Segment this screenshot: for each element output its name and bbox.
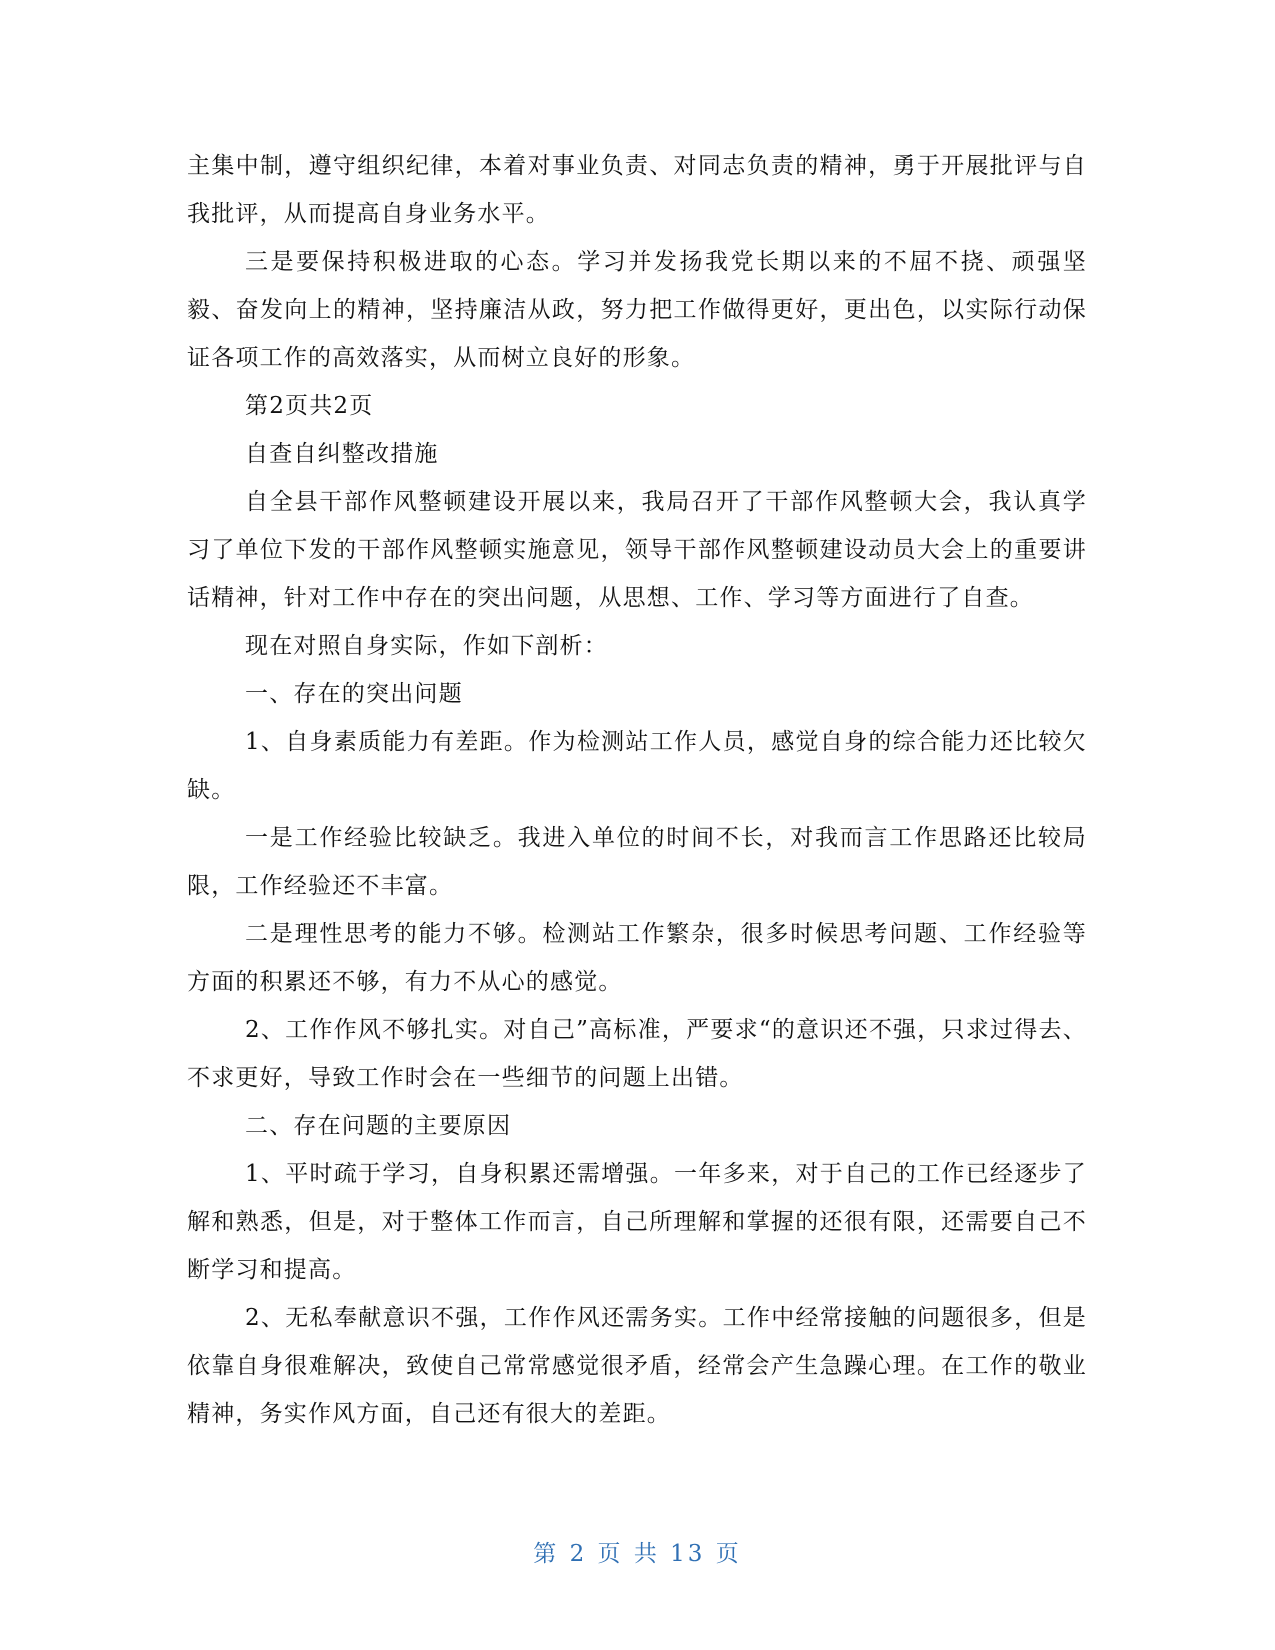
paragraph-problem-1b: 二是理性思考的能力不够。检测站工作繁杂，很多时候思考问题、工作经验等方面的积累还不够，有力不从心的感觉。	[187, 921, 1087, 995]
document-body	[187, 142, 1087, 1438]
paragraph-intro: 自全县干部作风整顿建设开展以来，我局召开了干部作风整顿大会，我认真学习了单位下发的干部作风整顿实施意见，领导干部作风整顿建设动员大会上的重要讲话精神，针对工作中存在的突出问题，从思想、工作、学习等方面进行了自查。	[187, 489, 1087, 611]
paragraph-problem-2: 2、工作作风不够扎实。对自己”高标准，严要求“的意识还不强，只求过得去、不求更好，导致工作时会在一些细节的问题上出错。	[187, 1017, 1087, 1091]
heading-problems: 一、存在的突出问题	[245, 681, 463, 707]
paragraph-problem-1: 1、自身素质能力有差距。作为检测站工作人员，感觉自身的综合能力还比较欠缺。	[187, 729, 1087, 803]
paragraph-analysis-lead: 现在对照自身实际，作如下剖析：	[245, 633, 608, 659]
paragraph-problem-1a: 一是工作经验比较缺乏。我进入单位的时间不长，对我而言工作思路还比较局限，工作经验还不丰富。	[187, 825, 1087, 899]
paragraph-continuation: 主集中制，遵守组织纪律，本着对事业负责、对同志负责的精神，勇于开展批评与自我批评，从而提高自身业务水平。	[187, 153, 1087, 227]
heading-causes: 二、存在问题的主要原因	[245, 1113, 512, 1139]
paragraph-cause-1: 1、平时疏于学习，自身积累还需增强。一年多来，对于自己的工作已经逐步了解和熟悉，但是，对于整体工作而言，自己所理解和掌握的还很有限，还需要自己不断学习和提高。	[187, 1161, 1087, 1283]
paragraph-cause-2: 2、无私奉献意识不强，工作作风还需务实。工作中经常接触的问题很多，但是依靠自身很难解决，致使自己常常感觉很矛盾，经常会产生急躁心理。在工作的敬业精神，务实作风方面，自己还有很大的差距。	[187, 1305, 1087, 1427]
section-title: 自查自纠整改措施	[245, 441, 439, 467]
page-number-footer: 第 2 页 共 13 页	[533, 1541, 742, 1567]
paragraph-positive-attitude: 三是要保持积极进取的心态。学习并发扬我党长期以来的不屈不挠、顽强坚毅、奋发向上的精神，坚持廉洁从政，努力把工作做得更好，更出色，以实际行动保证各项工作的高效落实，从而树立良好的形象。	[187, 249, 1087, 371]
inline-page-marker: 第2页共2页	[245, 393, 374, 419]
